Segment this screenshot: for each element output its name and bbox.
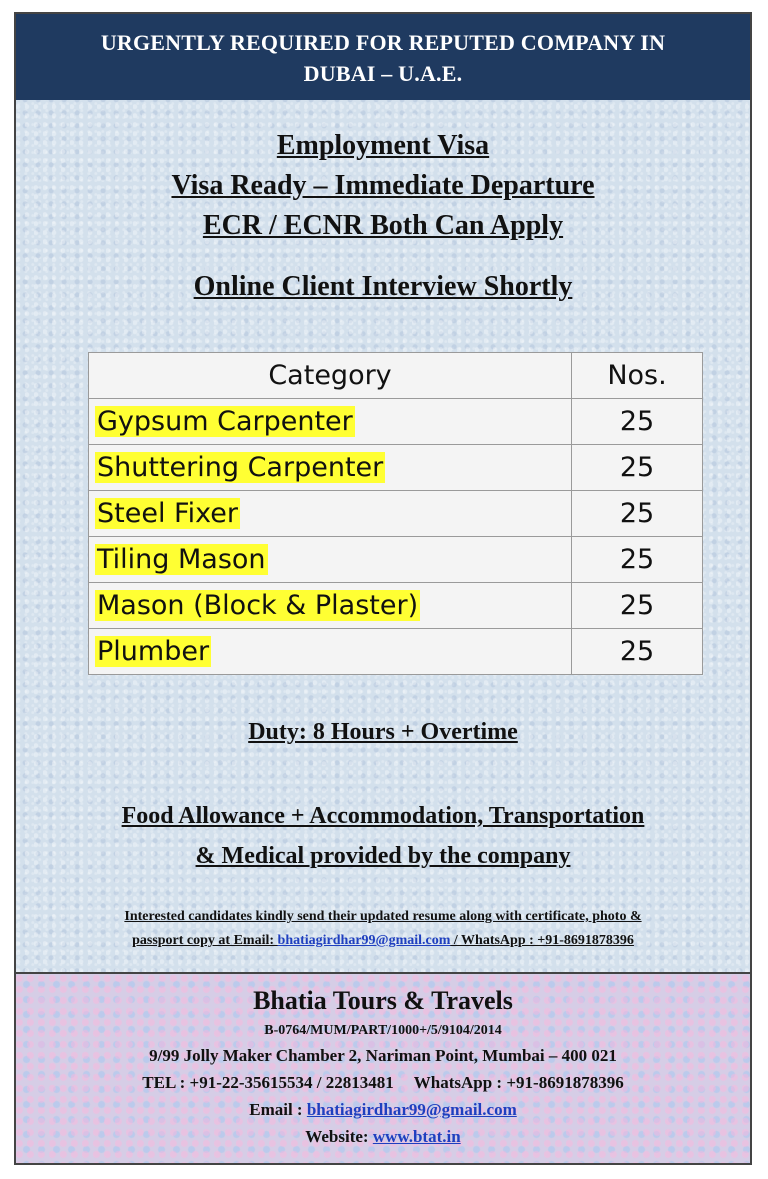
- category-cell: Shuttering Carpenter: [97, 452, 384, 483]
- column-header-nos: Nos.: [572, 353, 703, 399]
- banner-line-1: URGENTLY REQUIRED FOR REPUTED COMPANY IN: [100, 30, 666, 55]
- job-advertisement: [14, 12, 752, 1165]
- note-line-2: [16, 929, 750, 953]
- benefits-line-2: & Medical provided by the company: [195, 843, 571, 869]
- footer-whatsapp: WhatsApp : +91-8691878396: [413, 1073, 624, 1092]
- table-row: [89, 537, 703, 583]
- nos-cell: 25: [572, 491, 703, 537]
- email-label: Email :: [249, 1100, 307, 1119]
- category-cell: Steel Fixer: [97, 498, 238, 529]
- note-email-link[interactable]: bhatiagirdhar99@gmail.com: [277, 933, 451, 948]
- headline-ecr: ECR / ECNR Both Can Apply: [202, 210, 564, 241]
- table-row: [89, 583, 703, 629]
- table-row: [89, 399, 703, 445]
- nos-cell: 25: [572, 445, 703, 491]
- note-whatsapp: / WhatsApp : +91-8691878396: [450, 933, 634, 948]
- headline-interview: Online Client Interview Shortly: [193, 271, 573, 302]
- note-prefix: passport copy at Email:: [132, 933, 278, 948]
- registration-number: B-0764/MUM/PART/1000+/5/9104/2014: [264, 1023, 502, 1038]
- category-cell: Plumber: [97, 636, 210, 667]
- application-note: [16, 905, 750, 953]
- job-category-table: [88, 352, 703, 675]
- footer-email: [16, 1096, 750, 1123]
- website-link[interactable]: www.btat.in: [372, 1127, 461, 1146]
- footer-website: [16, 1123, 750, 1150]
- category-cell: Mason (Block & Plaster): [97, 590, 419, 621]
- nos-cell: 25: [572, 537, 703, 583]
- telephone-numbers: TEL : +91-22-35615534 / 22813481: [142, 1073, 394, 1092]
- table-row: [89, 629, 703, 675]
- benefits: [16, 796, 750, 876]
- website-label: Website:: [305, 1127, 373, 1146]
- agency-footer: [16, 972, 750, 1165]
- top-banner: [16, 14, 750, 100]
- column-header-category: Category: [89, 353, 572, 399]
- benefits-line-1: Food Allowance + Accommodation, Transportation: [121, 803, 645, 829]
- table-row: [89, 445, 703, 491]
- banner-line-2: DUBAI – U.A.E.: [303, 61, 463, 86]
- category-cell: Tiling Mason: [97, 544, 266, 575]
- company-address: 9/99 Jolly Maker Chamber 2, Nariman Point, Mumbai – 400 021: [149, 1046, 617, 1065]
- nos-cell: 25: [572, 583, 703, 629]
- category-cell: Gypsum Carpenter: [97, 406, 353, 437]
- table-row: [89, 491, 703, 537]
- table-header-row: [89, 353, 703, 399]
- contact-phones: [16, 1069, 750, 1096]
- nos-cell: 25: [572, 399, 703, 445]
- footer-email-link[interactable]: bhatiagirdhar99@gmail.com: [306, 1100, 517, 1119]
- headline-departure: Visa Ready – Immediate Departure: [171, 170, 595, 201]
- company-name: Bhatia Tours & Travels: [253, 986, 513, 1015]
- note-line-1: Interested candidates kindly send their updated resume along with certificate, photo &: [124, 909, 642, 924]
- nos-cell: 25: [572, 629, 703, 675]
- duty-hours: Duty: 8 Hours + Overtime: [248, 719, 518, 745]
- headline-visa: Employment Visa: [276, 130, 490, 161]
